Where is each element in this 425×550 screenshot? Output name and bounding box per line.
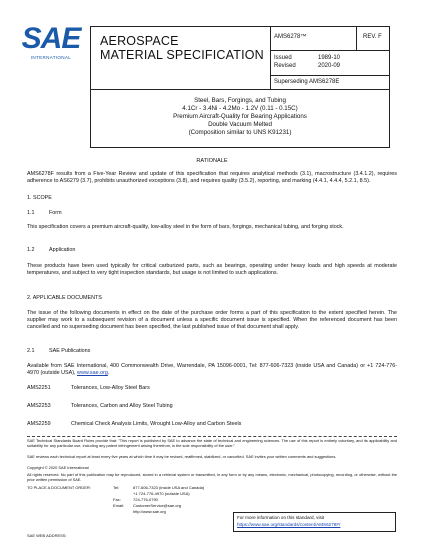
reference-title: Tolerances, Low-Alloy Steel Bars <box>71 385 150 391</box>
superseding-note: Superseding AMS6278E <box>274 79 340 85</box>
tel-inside: 877-606-7323 (inside USA and Canada) <box>133 485 205 490</box>
section-2-1-text: Available from SAE International, 400 Commonwealth Drive, Warrendale, PA 15096-0001, Tel: 877-606-7323 (inside USA and Canada) or +1 724-776-4970 (outside USA), www.sae.org. <box>27 363 397 376</box>
material-title-line1: Steel, Bars, Forgings, and Tubing <box>194 97 286 104</box>
material-title-line5: (Composition similar to UNS K91231) <box>188 129 292 136</box>
section-2-heading: 2. APPLICABLE DOCUMENTS <box>27 295 102 301</box>
standard-link[interactable]: https://www.sae.org/standards/content/AMS6278F/ <box>237 522 341 527</box>
fax-number: 724-776-0790 <box>133 497 158 502</box>
spec-number: AMS6278™ <box>274 34 307 40</box>
footer-review-note: SAE reviews each technical report at least every five years at which time it may be revised, reaffirmed, stabilized, or cancelled. SAE invites your written comments and suggestions. <box>27 454 337 459</box>
sae-logo-subtitle: INTERNATIONAL <box>30 55 72 60</box>
email-address[interactable]: CustomerService@sae.org <box>133 503 182 508</box>
reference-code: AMS2253 <box>27 403 51 409</box>
section-1-2-text: These products have been used typically for critical carburized parts, such as bearings, operating under heavy loads and high speeds at moderate temperatures, and subject to very tight inspection standards, but usage is not limited to such applications. <box>27 263 397 276</box>
section-2-1-heading <box>27 348 90 355</box>
section-1-1-text: This specification covers a premium aircraft-quality, low-alloy steel in the form of bars, forgings, mechanical tubing, and forging stock. <box>27 224 344 230</box>
reference-code: AMS2259 <box>27 421 51 427</box>
sae-web-url[interactable]: http://www.sae.org <box>133 509 166 514</box>
issued-date: 1989-10 <box>318 55 341 61</box>
sae-logo: SAE <box>21 22 81 55</box>
section-title: SAE Publications <box>49 348 91 354</box>
header-divider <box>270 75 390 76</box>
order-label: TO PLACE A DOCUMENT ORDER: <box>27 485 91 490</box>
section-1-1-heading <box>27 210 62 217</box>
header-divider <box>270 26 271 90</box>
document-type-title <box>100 34 264 62</box>
web-address-label: SAE WEB ADDRESS: <box>27 533 67 538</box>
sae-website-link[interactable]: www.sae.org <box>77 370 108 376</box>
footer-rights: All rights reserved. No part of this publication may be reproduced, stored in a retrieval system or transmitted, in any form or by any means, electronic, mechanical, photocopying, recording, or otherwise, without the prior written permission of SAE. <box>27 472 397 482</box>
section-2-text: The issue of the following documents in effect on the date of the purchase order forms a part of this specification to the extent specified herein. The supplier may work to a subsequent revision of a document unless a specific document issue is specified. When the referenced document has been cancelled and no superseding document has been specified, the last published issue of that document shall apply. <box>27 310 397 330</box>
email-label: Email: <box>113 503 125 508</box>
fax-label: Fax: <box>113 497 121 502</box>
header-divider <box>270 50 390 51</box>
material-title-line3: Premium Aircraft-Quality for Bearing Applications <box>173 113 307 120</box>
revised-date: 2020-09 <box>318 63 341 69</box>
section-number: 1.1 <box>27 210 35 216</box>
section-title: Application <box>49 247 76 253</box>
footer-separator <box>27 436 397 437</box>
revised-label: Revised <box>274 63 296 69</box>
issued-label: Issued <box>274 55 292 61</box>
tel-label: Tel: <box>113 485 120 490</box>
section-1-2-heading <box>27 247 75 254</box>
more-info-text: For more information on this standard, visit <box>237 515 325 520</box>
material-title-line2: 4.1Cr - 3.4Ni - 4.2Mo - 1.2V (0.11 - 0.15C) <box>182 105 298 112</box>
reference-title: Tolerances, Carbon and Alloy Steel Tubing <box>71 403 173 409</box>
rationale-heading: RATIONALE <box>196 158 228 164</box>
rationale-text: AMS6278F results from a Five-Year Review and update of this specification that requires analytical methods (3.1), macrostructure (3.4.1.2), requires adherence to AS6279 (3.7), prohibits unauthorized exceptions (3.8), and requires quality (3.5.2), reporting, and marking (4.4.1, 4.4.4, 5.2.1, 8.5). <box>27 171 397 184</box>
section-number: 1.2 <box>27 247 35 253</box>
reference-title: Chemical Check Analysis Limits, Wrought Low-Alloy and Carbon Steels <box>71 421 242 427</box>
section-1-heading: 1. SCOPE <box>27 195 52 201</box>
document-type-line1: AEROSPACE <box>100 34 179 48</box>
reference-code: AMS2251 <box>27 385 51 391</box>
section-title: Form <box>49 210 62 216</box>
header-divider <box>356 26 357 50</box>
section-number: 2.1 <box>27 348 35 354</box>
revision: REV. F <box>363 34 382 40</box>
tel-outside: +1 724-776-4970 (outside USA) <box>133 491 190 496</box>
footer-disclaimer: SAE Technical Standards Board Rules provide that: "This report is published by SAE to advance the state of technical and engineering sciences. The use of this report is entirely voluntary, and its applicability and suitability for any particular use, including any patent infringement arising therefrom, is the sole responsibility of the user." <box>27 438 397 448</box>
section-2-1-body: Available from SAE International, 400 Commonwealth Drive, Warrendale, PA 15096-0001, Tel: 877-606-7323 (inside USA and Canada) or +1 724-776-4970 (outside USA), <box>27 363 397 376</box>
footer-copyright: Copyright © 2020 SAE International <box>27 465 89 470</box>
document-type-line2: MATERIAL SPECIFICATION <box>100 48 264 62</box>
material-title-line4: Double Vacuum Melted <box>208 121 272 128</box>
